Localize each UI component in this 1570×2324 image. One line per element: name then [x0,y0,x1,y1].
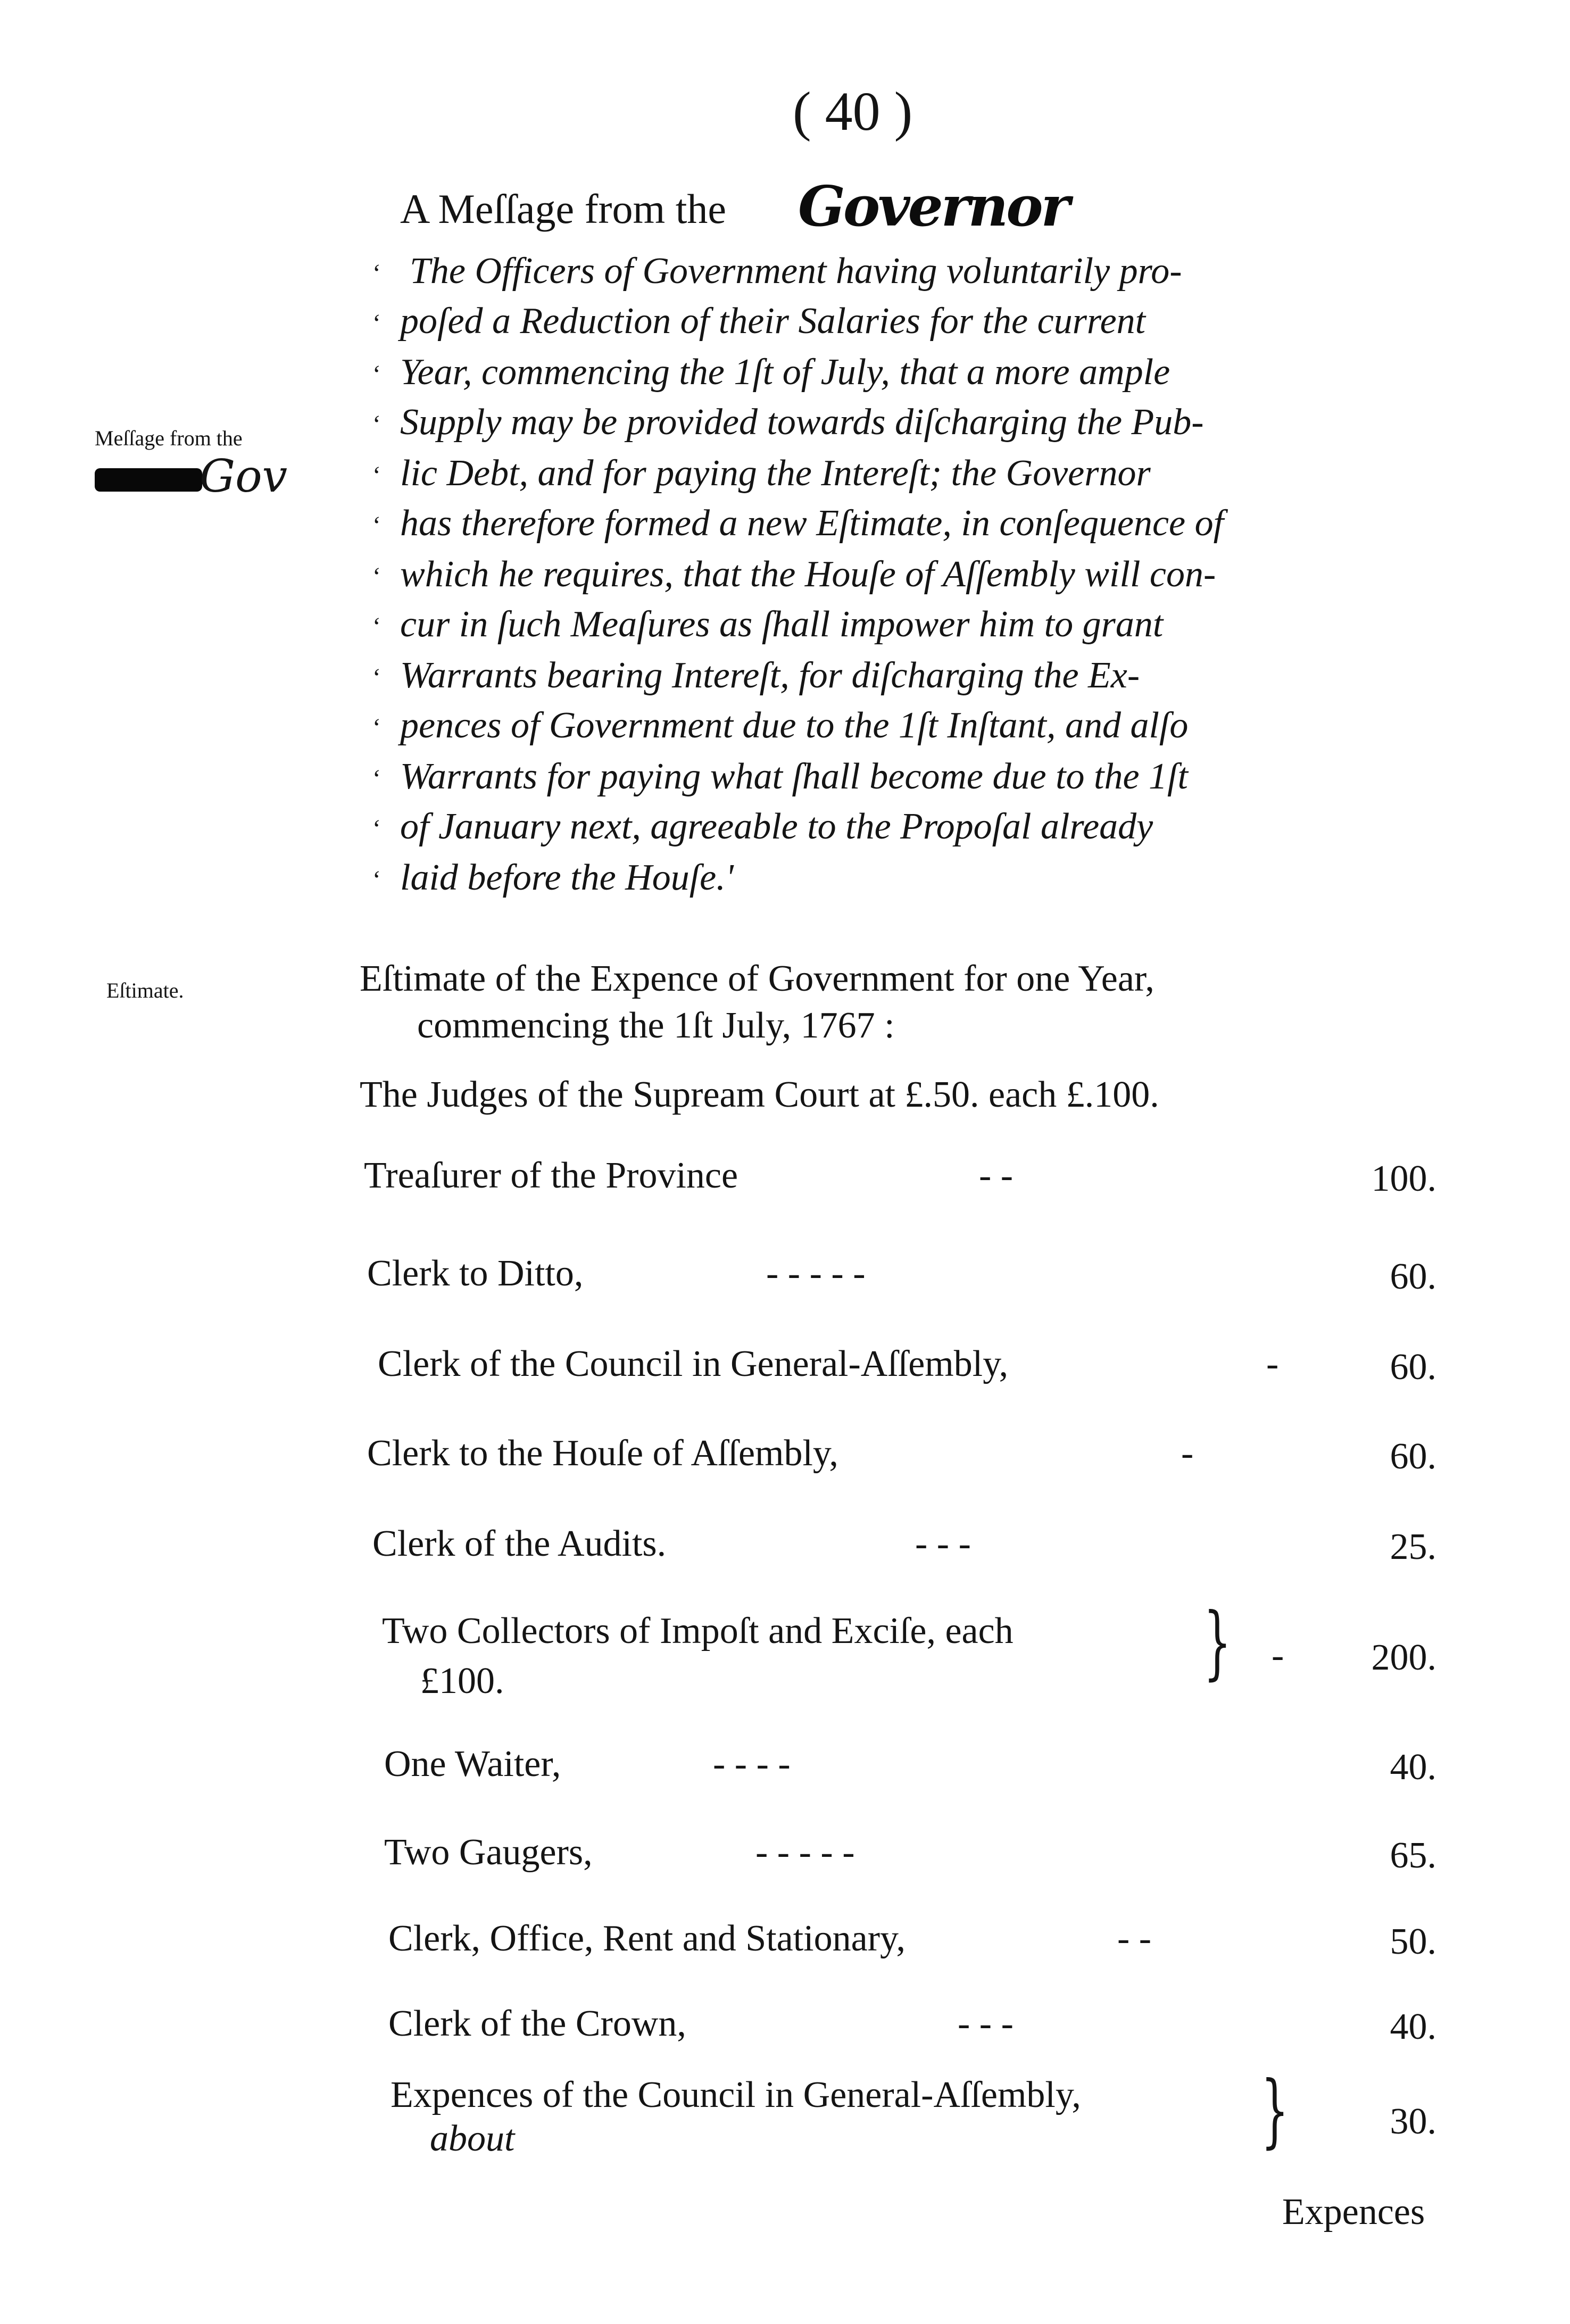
quote-mark: ‘ [372,259,381,287]
row-council-expences-label: Expences of the Council in General-Aſſembly, [391,2074,1081,2115]
message-line-8: cur in ſuch Meaſures as ſhall impower him to grant [400,604,1164,645]
message-line-4: Supply may be provided towards diſcharging the Pub- [400,402,1204,443]
message-line-10: pences of Government due to the 1ſt Inſtant, and alſo [400,705,1189,746]
row-council-clerk-label: Clerk of the Council in General-Aſſembly, [378,1343,1009,1384]
row-gaugers-dashes: - - - - - [755,1832,855,1873]
margin-note-message: Meſſage from the [95,426,243,450]
row-treasurer-dashes: - - [979,1155,1014,1196]
message-line-1: The Officers of Government having voluntarily pro- [410,251,1182,292]
message-line-7: which he requires, that the Houſe of Aſſembly will con- [400,554,1216,595]
message-line-6: has therefore formed a new Eſtimate, in conſequence of [400,503,1224,544]
message-line-2: poſed a Reduction of their Salaries for the current [400,301,1146,342]
message-heading: A Meſſage from the [400,186,726,232]
row-house-clerk-label: Clerk to the Houſe of Aſſembly, [367,1433,838,1474]
row-collectors-amount: 200. [1371,1637,1436,1678]
row-waiter-dashes: - - - - [713,1744,791,1784]
redaction-mark [95,468,202,492]
row-treasurer-amount: 100. [1371,1158,1436,1199]
row-gaugers-amount: 65. [1390,1835,1436,1876]
row-house-clerk-dashes: - [1181,1433,1194,1474]
quote-mark: ‘ [372,663,381,692]
message-line-9: Warrants bearing Intereſt, for diſcharging the Ex- [400,655,1140,696]
row-clerk-ditto-label: Clerk to Ditto, [367,1253,584,1294]
row-clerk-ditto-dashes: - - - - - [766,1253,866,1294]
quote-mark: ‘ [372,713,381,742]
row-office-amount: 50. [1390,1921,1436,1962]
quote-mark: ‘ [372,511,381,540]
row-house-clerk-amount: 60. [1390,1436,1436,1477]
row-collectors-label: Two Collectors of Impoſt and Exciſe, each [382,1611,1014,1651]
quote-mark: ‘ [372,360,381,388]
row-treasurer-label: Treaſurer of the Province [364,1155,738,1196]
margin-note-estimate: Eſtimate. [106,978,184,1002]
handwritten-governor: Governor [798,173,1068,239]
row-gaugers-label: Two Gaugers, [384,1832,593,1873]
quote-mark: ‘ [372,612,381,641]
catchword: Expences [1282,2192,1425,2232]
row-collectors-dashes: - [1272,1635,1284,1676]
message-line-13: laid before the Houſe.' [400,857,734,898]
row-council-clerk-dashes: - [1266,1343,1279,1384]
row-clerk-ditto-amount: 60. [1390,1256,1436,1297]
message-line-11: Warrants for paying what ſhall become due to the 1ſt [400,756,1188,797]
margin-handwriting: Gov [200,450,288,502]
message-line-5: lic Debt, and for paying the Intereſt; the Governor [400,453,1151,494]
page-number: ( 40 ) [793,81,913,142]
row-council-clerk-amount: 60. [1390,1347,1436,1388]
quote-mark: ‘ [372,815,381,843]
estimate-title: Eſtimate of the Expence of Government for one Year, [360,958,1154,999]
row-council-expences-brace: } [1261,2064,1289,2157]
row-council-expences-label-2: about [430,2118,515,2159]
quote-mark: ‘ [372,866,381,894]
row-audits-label: Clerk of the Audits. [372,1523,667,1564]
message-line-12: of January next, agreeable to the Propoſal already [400,806,1153,847]
row-council-expences-amount: 30. [1390,2101,1436,2142]
quote-mark: ‘ [372,765,381,793]
quote-mark: ‘ [372,309,381,337]
row-office-label: Clerk, Office, Rent and Stationary, [388,1918,906,1959]
row-collectors-brace: } [1203,1596,1232,1689]
message-line-3: Year, commencing the 1ſt of July, that a more ample [400,352,1170,393]
row-office-dashes: - - [1117,1918,1152,1959]
quote-mark: ‘ [372,562,381,591]
row-crown-dashes: - - - [958,2003,1014,2044]
row-audits-amount: 25. [1390,1526,1436,1567]
row-judges-label: The Judges of the Supream Court at £.50. each £.100. [360,1074,1159,1115]
row-crown-amount: 40. [1390,2006,1436,2047]
row-waiter-amount: 40. [1390,1747,1436,1788]
estimate-title-line-2: commencing the 1ſt July, 1767 : [417,1005,895,1046]
row-waiter-label: One Waiter, [384,1744,561,1784]
quote-mark: ‘ [372,461,381,489]
row-collectors-label-2: £100. [420,1661,504,1702]
quote-mark: ‘ [372,410,381,438]
row-audits-dashes: - - - [915,1523,971,1564]
row-crown-label: Clerk of the Crown, [388,2003,686,2044]
